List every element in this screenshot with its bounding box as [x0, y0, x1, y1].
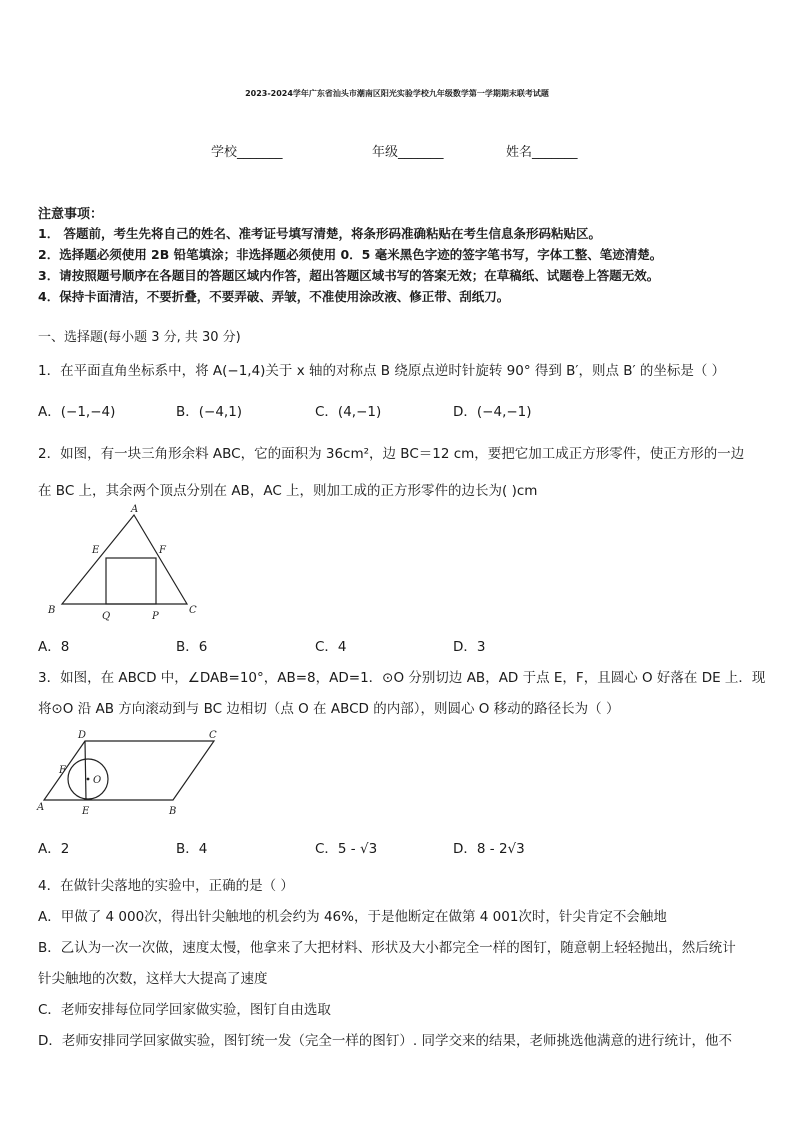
q3-option-d: D．8 - 2√3	[453, 841, 525, 857]
q4-option-a: A．甲做了 4 000次，得出针尖触地的机会约为 46%，于是他断定在做第 4 001次时，针尖肯定不会触地	[38, 909, 667, 925]
q2-option-a: A．8	[38, 639, 70, 655]
label-C: C	[209, 730, 217, 741]
q1-option-b: B．(−4,1)	[176, 404, 243, 420]
note-item-4: 4．保持卡面清洁，不要折叠，不要弄破、弄皱，不准使用涂改液、修正带、刮纸刀。	[38, 289, 510, 304]
q3-stem-line1: 3．如图，在 ABCD 中，∠DAB=10°，AB=8，AD=1．⊙O 分别切边 AB，AD 于点 E，F，且圆心 O 好落在 DE 上．现	[38, 670, 766, 686]
q4-stem: 4．在做针尖落地的实验中，正确的是（ ）	[38, 878, 294, 894]
q4-option-b-line1: B．乙认为一次一次做，速度太慢，他拿来了大把材料、形状及大小都完全一样的图钉，随意朝上轻轻抛出，然后统计	[38, 940, 736, 956]
q1-stem: 1．在平面直角坐标系中，将 A(−1,4)关于 x 轴的对称点 B 绕原点逆时针旋转 90° 得到 B′，则点 B′ 的坐标是（ ）	[38, 363, 726, 379]
q4-option-c: C．老师安排每位同学回家做实验，图钉自由选取	[38, 1002, 331, 1018]
q3-stem-line2: 将⊙O 沿 AB 方向滚动到与 BC 边相切（点 O 在 ABCD 的内部），则圆心 O 移动的路径长为（ ）	[38, 701, 620, 717]
label-F: F	[59, 765, 66, 776]
label-C: C	[189, 605, 197, 616]
note-item-1: 1． 答题前，考生先将自己的姓名、准考证号填写清楚，将条形码准确粘贴在考生信息条形码粘贴区。	[38, 226, 602, 241]
q2-option-b: B．6	[176, 639, 208, 655]
q4-option-b-line2: 针尖触地的次数，这样大大提高了速度	[38, 971, 268, 987]
q2-stem-line2: 在 BC 上，其余两个顶点分别在 AB，AC 上，则加工成的正方形零件的边长为( )cm	[38, 483, 538, 499]
name-field: 姓名_______	[506, 145, 578, 160]
notes-heading: 注意事项：	[38, 207, 104, 222]
label-B: B	[169, 806, 177, 817]
school-field: 学校_______	[211, 145, 283, 160]
label-Q: Q	[102, 611, 111, 622]
q1-option-c: C．(4,−1)	[315, 404, 382, 420]
parallelogram-figure	[30, 722, 230, 822]
q2-option-c: C．4	[315, 639, 347, 655]
q3-option-c: C．5 - √3	[315, 841, 378, 857]
note-item-2: 2．选择题必须使用 2B 铅笔填涂；非选择题必须使用 0．5 毫米黑色字迹的签字笔书写，字体工整、笔迹清楚。	[38, 247, 663, 262]
page-title: 2023-2024学年广东省汕头市潮南区阳光实验学校九年级数学第一学期期末联考试题	[245, 89, 549, 98]
q2-stem-line1: 2．如图，有一块三角形余料 ABC，它的面积为 36cm²，边 BC＝12 cm，要把它加工成正方形零件，使正方形的一边	[38, 446, 745, 462]
q1-option-a: A．(−1,−4)	[38, 404, 116, 420]
grade-field: 年级_______	[372, 145, 444, 160]
section-heading: 一、选择题(每小题 3 分, 共 30 分)	[38, 330, 241, 345]
q3-option-a: A．2	[38, 841, 70, 857]
label-F: F	[159, 545, 166, 556]
note-item-3: 3．请按照题号顺序在各题目的答题区域内作答，超出答题区域书写的答案无效；在草稿纸、试题卷上答题无效。	[38, 268, 660, 283]
label-P: P	[152, 611, 159, 622]
label-E: E	[92, 545, 100, 556]
q1-option-d: D．(−4,−1)	[453, 404, 532, 420]
label-A: A	[37, 802, 45, 813]
label-A: A	[131, 504, 139, 515]
label-E: E	[82, 806, 90, 817]
q3-option-b: B．4	[176, 841, 208, 857]
label-D: D	[78, 730, 87, 741]
triangle-figure	[40, 503, 210, 625]
q4-option-d: D．老师安排同学回家做实验，图钉统一发（完全一样的图钉）. 同学交来的结果，老师挑选他满意的进行统计，他不	[38, 1033, 732, 1049]
label-B: B	[48, 605, 56, 616]
q2-option-d: D．3	[453, 639, 486, 655]
label-O: O	[93, 775, 102, 786]
